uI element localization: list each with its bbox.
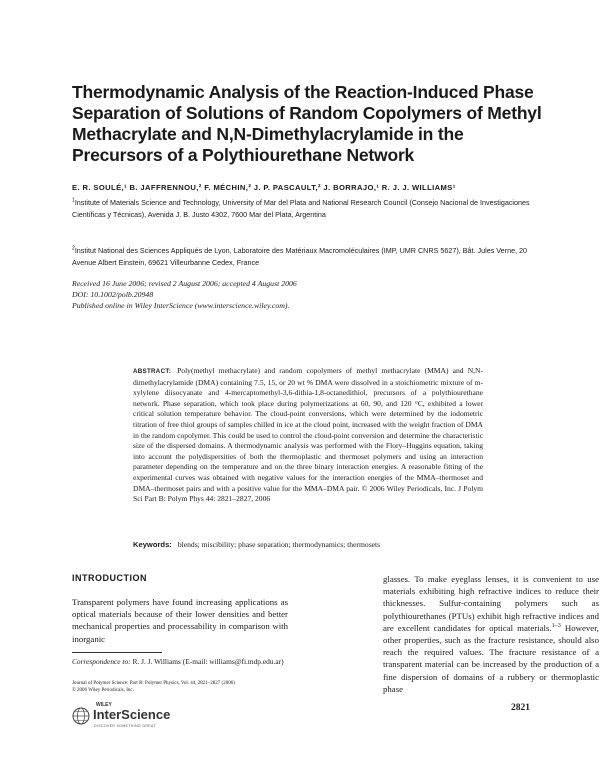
correspondence-text: R. J. J. Williams (E-mail: williams@fi.mdp.edu.ar)	[130, 657, 284, 666]
footnote-divider	[72, 652, 162, 653]
correspondence-label: Correspondence to:	[72, 657, 131, 666]
intro-text-part: glasses. To make eyeglass lenses, it is convenient to use materials exhibiting high refractive indices to reduce their thicknesses. Sulfur-containing polymers such as polythiourethanes (PTUs) exhibit high refractive indices and are excellent candidates for optical materials.	[383, 574, 599, 633]
journal-citation: Journal of Polymer Science: Part B: Polymer Physics, Vol. 44, 2821–2827 (2006)	[72, 681, 235, 686]
received-dates: Received 16 June 2006; revised 2 August 2006; accepted 4 August 2006	[72, 279, 297, 288]
affiliation-2	[72, 245, 542, 268]
logo-tagline: DISCOVER SOMETHING GREAT	[94, 724, 156, 728]
correspondence-footnote	[72, 657, 288, 667]
affiliation-text: Institut National des Sciences Appliqués de Lyon, Laboratoire des Matériaux Macromoléculaires (IMP, UMR CNRS 5627), Bât. Jules Verne, 20 Avenue Albert Einstein, 69621 Villeurbanne Cedex, France	[72, 246, 528, 267]
abstract-label: ABSTRACT:	[133, 368, 172, 375]
section-heading: INTRODUCTION	[72, 573, 147, 583]
keywords-label: Keywords:	[133, 540, 172, 549]
affiliation-mark: 1	[72, 197, 75, 204]
globe-icon	[73, 708, 89, 724]
published-online: Published online in Wiley InterScience (www.interscience.wiley.com).	[72, 301, 290, 310]
keywords-text: blends; miscibility; phase separation; thermodynamics; thermosets	[177, 540, 381, 549]
intro-right-column	[383, 573, 599, 695]
abstract-text: Poly(methyl methacrylate) and random copolymers of methyl methacrylate (MMA) and N,N-dimethylacrylamide (DMA) containing 7.5, 15, or 20 wt % DMA were dissolved in a stoichiometric mixture of m-xylylene diisocyanate and 4-mercaptomethyl-3,6-dithia-1,8-octanedithiol, precursors of a polythiourethane network. Phase separation, which took place during polymerizations at 60, 90, and 120 °C, exhibited a lower critical solution temperature behavior. The cloud-point conversions, which were determined by the iodometric titration of free thiol groups of samples chilled in ice at the cloud point, increased with the weight fraction of DMA in the random copolymer. This could be used to control the cloud-point conversion and determine the characteristic size of the dispersed domains. A thermodynamic analysis was performed with the Flory–Huggins equation, taking into account the polydispersities of both the thermoplastic and thermoset polymers and using an interaction parameter depending on the temperature and on the three binary interaction energies. A reasonable fitting of the experimental curves was obtained with negative values for the interaction energies of the MMA–thermoset and DMA–thermoset pairs and with a positive value for the MMA–DMA pair.	[133, 366, 483, 493]
journal-copyright: © 2006 Wiley Periodicals, Inc.	[72, 688, 134, 693]
author-list: E. R. SOULÉ,¹ B. JAFFRENNOU,² F. MÉCHIN,² J. P. PASCAULT,² J. BORRAJO,¹ R. J. J. WILLIAMS¹	[72, 183, 456, 192]
affiliation-text: Institute of Materials Science and Technology, University of Mar del Plata and National Research Council (Consejo Nacional de Investigaciones Científicas y Técnicas), Avenida J. B. Justo 4302, 7600 Mar del Plata, Argentina	[72, 198, 530, 219]
citation-ref: 1–3	[551, 622, 561, 629]
doi: DOI: 10.1002/polb.20948	[72, 290, 154, 299]
affiliation-mark: 2	[72, 245, 75, 252]
logo-brand-text: InterScience	[93, 707, 171, 722]
keywords	[133, 540, 483, 549]
logo-graphic	[72, 698, 171, 732]
wiley-interscience-logo	[72, 698, 171, 732]
abstract-copyright: © 2006 Wiley Periodicals, Inc. J Polym Sci Part B: Polym Phys 44: 2821–2827, 2006	[133, 483, 483, 504]
logo-wiley-text: WILEY	[96, 702, 112, 708]
intro-text-part: However, other properties, such as the fracture resistance, should also reach the required values. The fracture resistance of a transparent material can be increased by the production of a fine dispersion of domains of a rubbery or thermoplastic phase	[383, 622, 599, 694]
abstract	[133, 366, 483, 505]
affiliation-1	[72, 197, 542, 220]
journal-info	[72, 680, 288, 694]
intro-left-column: Transparent polymers have found increasing applications as optical materials because of their lower densities and better mechanical properties and processability in comparison with inorganic	[72, 597, 288, 644]
page-number: 2821	[511, 703, 530, 713]
article-title: Thermodynamic Analysis of the Reaction-Induced Phase Separation of Solutions of Random Copolymers of Methyl Methacrylate and N,N-Dimethylacrylamide in the Precursors of a Polythiourethane Network	[72, 82, 542, 165]
